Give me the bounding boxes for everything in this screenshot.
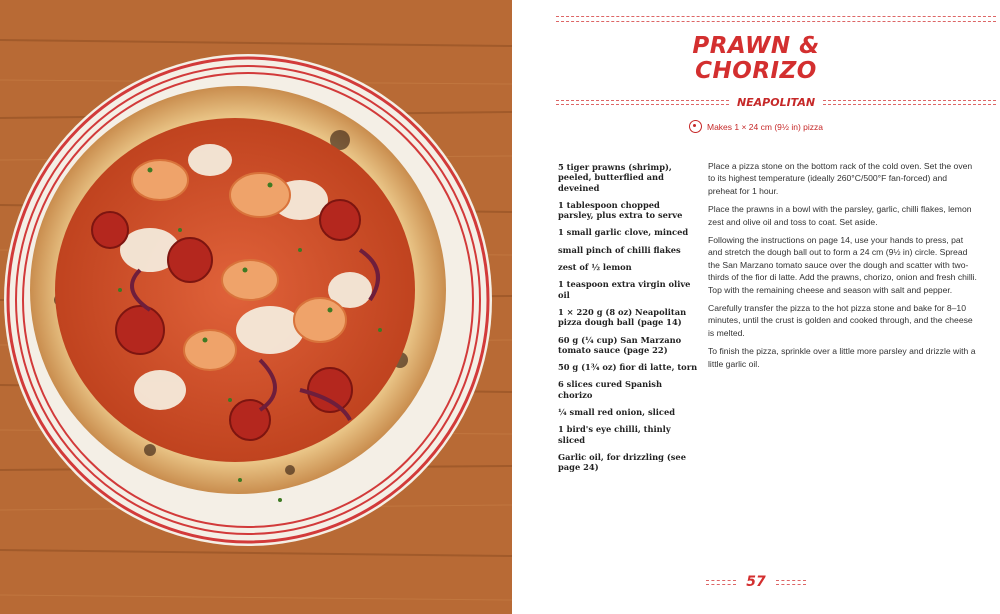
ingredient-item: 1 small garlic clove, minced <box>558 227 689 238</box>
method-step: To finish the pizza, sprinkle over a little more parsley and drizzle with a little garlic oil. <box>708 346 976 369</box>
page-footer <box>512 574 1000 590</box>
yield-row <box>512 120 1000 133</box>
ingredients-list <box>558 162 698 480</box>
method-step: Carefully transfer the pizza to the hot pizza stone and bake for 8–10 minutes, until the crust is golden and cooked through, and the cheese is melted. <box>708 303 973 338</box>
footer-rule-left <box>706 580 736 585</box>
method-section <box>708 160 978 376</box>
method-step: Place a pizza stone on the bottom rack of the cold oven. Set the oven to its highest temperature (ideally 260°C/500°F fan-forced) and preheat for 1 hour. <box>708 161 973 196</box>
method-step: Following the instructions on page 14, use your hands to press, pat and stretch the dough ball out to form a 24 cm (9½ in) circle. Spread the San Marzano tomato sauce over the dough and scatter with two-thirds of the fior di latte. Add the prawns, chorizo, onion and fresh chilli. Top with the remaining cheese and season with salt and pepper. <box>708 235 977 295</box>
page-number: 57 <box>746 574 766 590</box>
title-line-2: CHORIZO <box>695 58 817 84</box>
ingredient-item: 1 teaspoon extra virgin olive oil <box>558 279 691 300</box>
pizza-style-label: NEAPOLITAN <box>736 96 816 109</box>
recipe-title <box>512 34 1000 84</box>
pizza-icon <box>689 120 702 133</box>
top-rule <box>556 16 996 22</box>
ingredient-item: zest of ½ lemon <box>558 262 632 273</box>
ingredient-item: 60 g (¼ cup) San Marzano tomato sauce (page 22) <box>558 334 682 355</box>
ingredient-item: 1 bird's eye chilli, thinly sliced <box>558 424 671 445</box>
footer-rule-right <box>776 580 806 585</box>
ingredient-item: small pinch of chilli flakes <box>558 244 681 255</box>
title-line-1: PRAWN & <box>692 33 820 59</box>
ingredient-item: 1 tablespoon chopped parsley, plus extra to serve <box>558 199 683 221</box>
recipe-page <box>512 0 1000 614</box>
ingredient-item: 6 slices cured Spanish chorizo <box>558 379 663 400</box>
method-step: Place the prawns in a bowl with the parsley, garlic, chilli flakes, lemon zest and olive oil and toss to coat. Set aside. <box>708 204 972 227</box>
pizza-style-row <box>556 96 996 109</box>
ingredient-item: 1 × 220 g (8 oz) Neapolitan pizza dough ball (page 14) <box>558 306 687 328</box>
yield-text: Makes 1 × 24 cm (9½ in) pizza <box>707 121 823 132</box>
style-rule-right <box>823 100 996 105</box>
ingredient-item: 5 tiger prawns (shrimp), peeled, butterflied and deveined <box>558 162 672 193</box>
ingredient-item: ¼ small red onion, sliced <box>558 407 676 418</box>
ingredient-item: Garlic oil, for drizzling (see page 24) <box>558 451 686 473</box>
style-rule-left <box>556 100 729 105</box>
ingredient-item: 50 g (1¾ oz) fior di latte, torn <box>558 362 698 373</box>
